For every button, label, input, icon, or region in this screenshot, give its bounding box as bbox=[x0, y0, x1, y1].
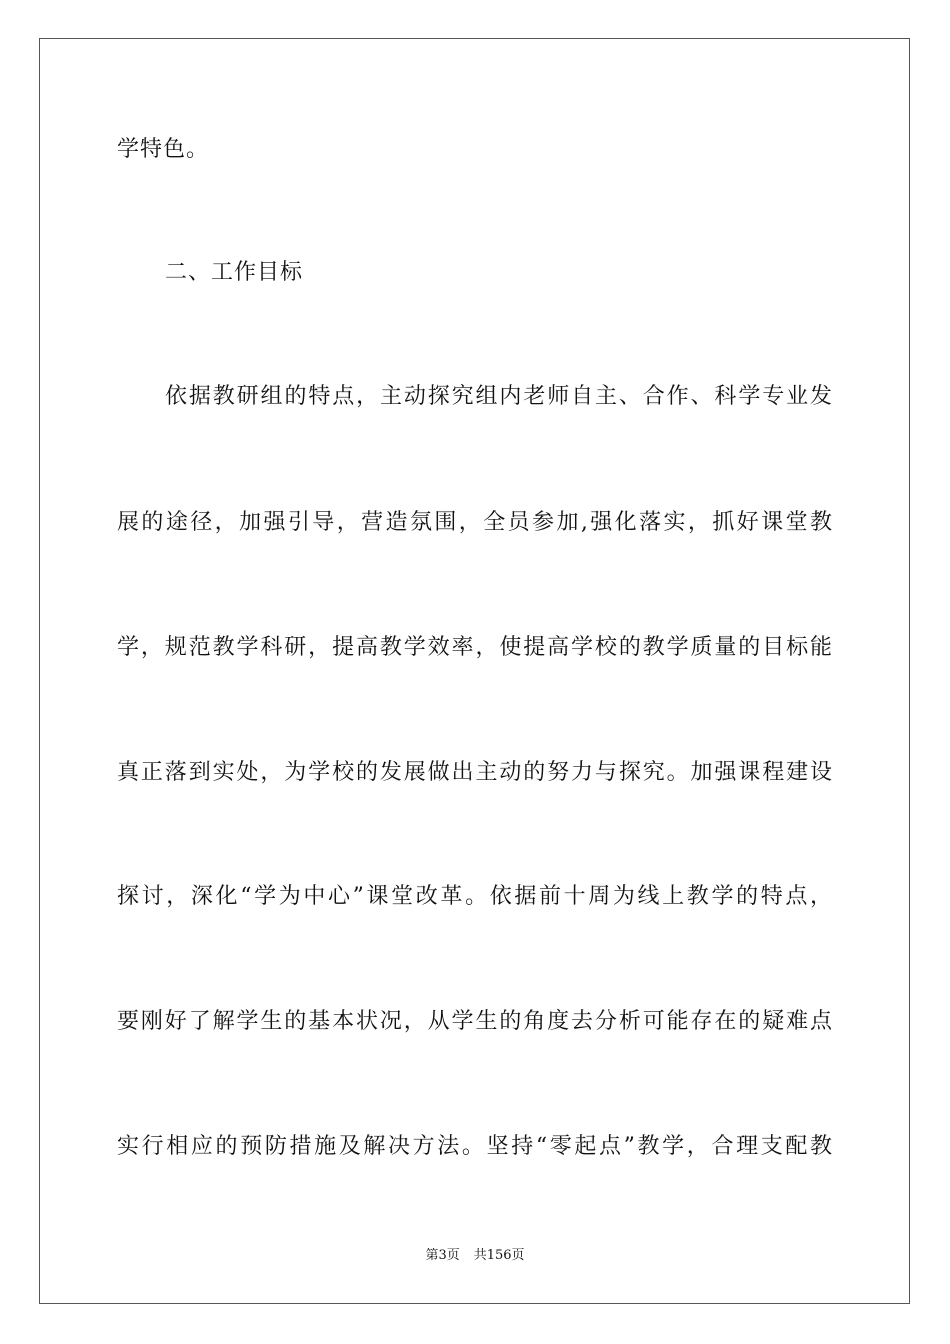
paragraph-line: 学，规范教学科研，提高教学效率，使提高学校的教学质量的目标能 bbox=[117, 635, 833, 660]
paragraph-line: 展的途径，加强引导，营造氛围，全员参加,强化落实，抓好课堂教 bbox=[117, 510, 833, 535]
paragraph-line: 依据教研组的特点，主动探究组内老师自主、合作、科学专业发 bbox=[165, 384, 833, 409]
paragraph-line: 探讨，深化“学为中心”课堂改革。依据前十周为线上教学的特点， bbox=[117, 884, 833, 909]
page-border bbox=[39, 38, 910, 1304]
page-footer bbox=[0, 1247, 950, 1265]
paragraph-line: 要刚好了解学生的基本状况，从学生的角度去分析可能存在的疑难点 bbox=[117, 1009, 833, 1034]
page-number: 第3页 bbox=[425, 1248, 460, 1263]
page-total: 共156页 bbox=[473, 1248, 525, 1263]
section-heading: 二、工作目标 bbox=[165, 260, 304, 285]
paragraph-line: 真正落到实处，为学校的发展做出主动的努力与探究。加强课程建设 bbox=[117, 760, 833, 785]
paragraph-line: 学特色。 bbox=[117, 137, 210, 162]
paragraph-line: 实行相应的预防措施及解决方法。坚持“零起点”教学，合理支配教 bbox=[117, 1134, 833, 1159]
